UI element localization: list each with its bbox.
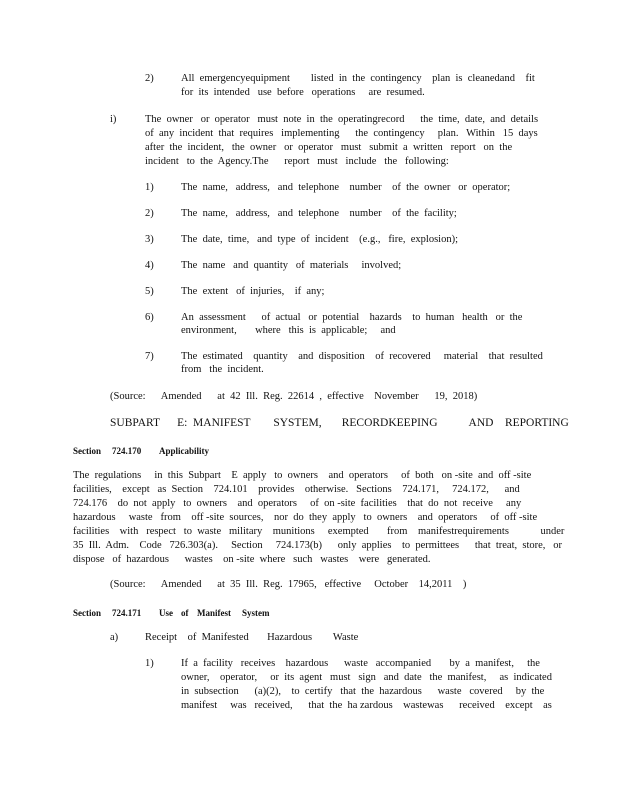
- report-item-label: 6): [145, 312, 154, 323]
- report-item-label: 5): [145, 286, 154, 297]
- subsection-a-label: a): [110, 632, 119, 643]
- report-item-text: The extent of injuries, if any;: [181, 286, 325, 297]
- item-2-label: 2): [145, 73, 154, 84]
- source-note-1: (Source: Amended at 42 Ill. Reg. 22614 , effective November 19, 2018): [110, 391, 478, 402]
- section-title-word: Use: [159, 608, 173, 618]
- applicability-line: facilities, except as Section 724.101 provides otherwise. Sections 724.171, 724.172, and: [73, 484, 520, 495]
- source-note-2: (Source: Amended at 35 Ill. Reg. 17965, effective October 14,2011 ): [110, 579, 467, 590]
- report-item-text: The date, time, and type of incident (e.g., fire, explosion);: [181, 234, 459, 245]
- subsection-a1-line: in subsection (a)(2), to certify that the hazardous waste covered by the: [181, 686, 545, 697]
- subsection-a1-line: manifest was received, that the ha zardous wastewas received except as: [181, 700, 552, 711]
- para-i-line-1: The owner or operator must note in the operatingrecord the time, date, and details: [145, 114, 539, 125]
- applicability-line: dispose of hazardous wastes on -site where such wastes were generated.: [73, 554, 431, 565]
- para-i-line-3: after the incident, the owner or operator must submit a written report on the: [145, 142, 513, 153]
- section-title-word: System: [242, 608, 270, 618]
- report-item-text: The name, address, and telephone number of the facility;: [181, 208, 457, 219]
- report-item-label: 2): [145, 208, 154, 219]
- subsection-a1-line: If a facility receives hazardous waste accompanied by a manifest, the: [181, 658, 540, 669]
- report-item-text: The name and quantity of materials involved;: [181, 260, 402, 271]
- report-item-text: The name, address, and telephone number of the owner or operator;: [181, 182, 511, 193]
- applicability-line: hazardous waste from off -site sources, nor do they apply to owners and operators of off -site: [73, 512, 538, 523]
- report-item-label: 3): [145, 234, 154, 245]
- applicability-line: 724.176 do not apply to owners and operators of on -site facilities that do not receive any: [73, 498, 522, 509]
- section-title-word: Manifest: [197, 608, 231, 618]
- para-i-line-2: of any incident that requires implementing the contingency plan. Within 15 days: [145, 128, 538, 139]
- applicability-line: The regulations in this Subpart E apply to owners and operators of both on -site and off -site: [73, 470, 532, 481]
- report-item-text: An assessment of actual or potential hazards to human health or the: [181, 312, 523, 323]
- subsection-a-title: Receipt of Manifested Hazardous Waste: [145, 632, 359, 643]
- report-item-text: from the incident.: [181, 364, 264, 375]
- report-item-text: The estimated quantity and disposition of recovered material that resulted: [181, 351, 543, 362]
- applicability-line: facilities with respect to waste military munitions exempted from manifestrequirements under: [73, 526, 565, 537]
- section-number: 724.170: [112, 446, 142, 456]
- subpart-heading: SUBPART E: MANIFEST SYSTEM, RECORDKEEPING AND REPORTING: [110, 417, 569, 429]
- section-number: 724.171: [112, 608, 142, 618]
- section-title: Applicability: [159, 446, 210, 456]
- para-i-line-4: incident to the Agency.The report must include the following:: [145, 156, 449, 167]
- section-title-word: of: [181, 608, 189, 618]
- section-label: Section: [73, 608, 101, 618]
- report-item-label: 1): [145, 182, 154, 193]
- para-i-label: i): [110, 114, 117, 125]
- report-item-text: environment, where this is applicable; and: [181, 325, 396, 336]
- report-item-label: 7): [145, 351, 154, 362]
- item-2-line-2: for its intended use before operations are resumed.: [181, 87, 425, 98]
- subsection-a1-line: owner, operator, or its agent must sign and date the manifest, as indicated: [181, 672, 552, 683]
- subsection-a1-label: 1): [145, 658, 154, 669]
- applicability-line: 35 Ill. Adm. Code 726.303(a). Section 724.173(b) only applies to permittees that treat, store, or: [73, 540, 563, 551]
- report-item-label: 4): [145, 260, 154, 271]
- section-label: Section: [73, 446, 101, 456]
- item-2-line-1: All emergencyequipment listed in the contingency plan is cleanedand fit: [181, 73, 535, 84]
